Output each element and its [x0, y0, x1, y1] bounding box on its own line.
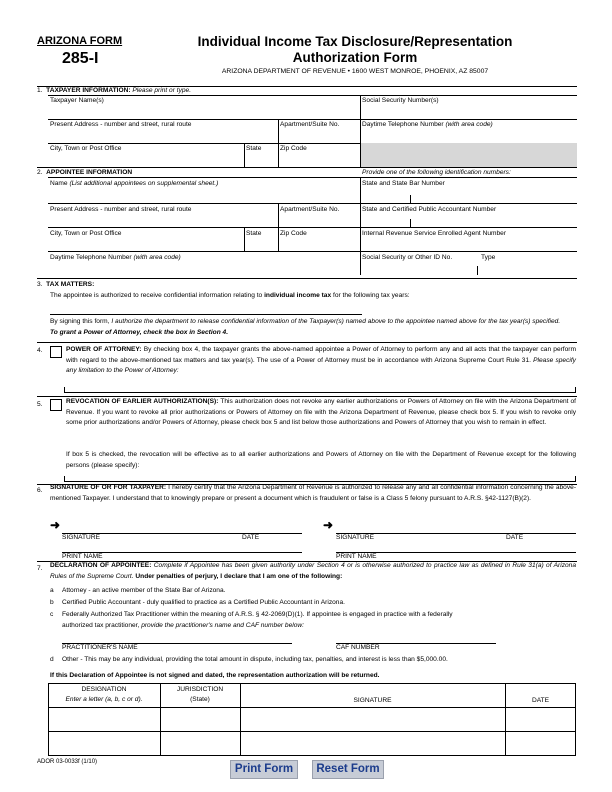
signature-header: SIGNATURE: [353, 697, 392, 704]
appointee-state-input[interactable]: [245, 239, 277, 251]
signature-label: SIGNATURE: [336, 534, 374, 541]
taxpayer-state-input[interactable]: [245, 154, 277, 166]
power-of-attorney-checkbox[interactable]: [50, 346, 62, 358]
appointee-ssn-input[interactable]: [361, 263, 476, 275]
taxpayer-phone-input[interactable]: [361, 130, 577, 142]
appointee-zip-input[interactable]: [279, 239, 359, 251]
revocation-text2: If box 5 is checked, the revocation will be effective as to all earlier authorizations and Powers of Attorney on file with the Department of Revenue except for the following persons (please specify):: [66, 451, 576, 469]
signature-label: SIGNATURE: [62, 534, 100, 541]
option-d-letter: d: [50, 656, 54, 663]
taxpayer-name-label: Taxpayer Name(s): [50, 97, 104, 104]
date-label: DATE: [242, 534, 260, 541]
taxpayer-city-label: City, Town or Post Office: [50, 145, 122, 152]
appointee-type-input[interactable]: [478, 263, 577, 275]
appointee-apt-input[interactable]: [279, 215, 359, 227]
appointee-city-label: City, Town or Post Office: [50, 230, 122, 237]
print-name-label: PRINT NAME: [336, 553, 377, 560]
power-of-attorney-text: POWER OF ATTORNEY: By checking box 4, the taxpayer grants the above-named appointee a Power of Attorney to perform any and all acts that the taxpayer can perform with regard to the above-mentioned tax matters and tax year(s). The use of a Power of Attorney must be in accordance with Arizona Supreme Court Rule 31. Please specify any limitation to the Power of Attorney:: [66, 346, 576, 375]
option-b-text: Certified Public Accountant - duly qualified to practice as a Certified Public Accountant in Arizona.: [62, 599, 345, 606]
poa-limitation-input[interactable]: [64, 382, 576, 392]
row1-designation-input[interactable]: [49, 708, 159, 730]
declaration-intro: DECLARATION OF APPOINTEE: Complete if Appointee has been given authority under Section 4 or is otherwise authorized to practice law as defined in Rule 31(a) of Arizona Rules of the Supreme Court. Under penalties of perjury, I declare that I am one of the following:: [50, 562, 576, 580]
taxpayer-apt-input[interactable]: [279, 130, 359, 142]
appointee-type-label: Type: [481, 254, 496, 261]
appointee-apt-label: Apartment/Suite No.: [280, 206, 340, 213]
form-title-line2: Authorization Form: [292, 50, 418, 65]
row2-date-input[interactable]: [506, 732, 575, 755]
print-form-button[interactable]: Print Form: [230, 760, 298, 779]
taxpayer-name-input[interactable]: [48, 106, 360, 119]
row2-signature-input[interactable]: [241, 732, 504, 755]
practitioner-name-label: PRACTITIONER'S NAME: [62, 644, 138, 651]
option-c-letter: c: [50, 611, 54, 618]
signature-declaration: SIGNATURE OF OR FOR TAXPAYER: I hereby certify that the Arizona Department of Revenue is authorized to release any and all confidential information concerning the above-mentioned Taxpayer. I understand that to knowingly prepare or present a document which is fraudulent or false is a Class 5 felony pursuant to A.R.S. §42-1127(B)(2).: [50, 484, 577, 502]
print-name-label: PRINT NAME: [62, 553, 103, 560]
jurisdiction-note: (State): [190, 696, 210, 703]
taxpayer2-signature-input[interactable]: [336, 522, 576, 533]
taxpayer-zip-label: Zip Code: [280, 145, 307, 152]
row1-date-input[interactable]: [506, 708, 575, 730]
row1-signature-input[interactable]: [241, 708, 504, 730]
arrow-icon: ➜: [323, 518, 334, 532]
appointee-irs-input[interactable]: [361, 239, 577, 251]
caf-number-label: CAF NUMBER: [336, 644, 380, 651]
taxpayer-phone-label: Daytime Telephone Number (with area code): [362, 121, 493, 128]
option-c-text: Federally Authorized Tax Practitioner within the meaning of A.R.S. § 42-2069(D)(1). If appointee is engaged in practice with a federally: [62, 611, 453, 618]
option-a-letter: a: [50, 587, 54, 594]
appointee-phone-label: Daytime Telephone Number (with area code): [50, 254, 181, 261]
taxpayer1-print-name-input[interactable]: [62, 541, 302, 551]
taxpayer-state-label: State: [246, 145, 262, 152]
declaration-warning: If this Declaration of Appointee is not signed and dated, the representation authorization will be returned.: [50, 672, 380, 679]
appointee-phone-input[interactable]: [48, 263, 360, 275]
form-label: ARIZONA FORM: [37, 35, 123, 47]
taxpayer-zip-input[interactable]: [279, 154, 359, 166]
section6-num: 6.: [37, 487, 43, 494]
taxpayer-ssn-label: Social Security Number(s): [362, 97, 439, 104]
revocation-checkbox[interactable]: [50, 399, 62, 411]
reset-form-button[interactable]: Reset Form: [312, 760, 384, 779]
date-label: DATE: [506, 534, 524, 541]
appointee-bar-input[interactable]: [361, 190, 577, 203]
appointee-city-input[interactable]: [48, 239, 243, 251]
tax-matters-text: The appointee is authorized to receive confidential information relating to individual income tax for the following tax years:: [50, 292, 410, 299]
row1-jurisdiction-input[interactable]: [161, 708, 239, 730]
caf-number-input[interactable]: [336, 633, 496, 643]
form-title-line1: Individual Income Tax Disclosure/Representation: [197, 34, 513, 49]
option-a-text: Attorney - an active member of the State Bar of Arizona.: [62, 587, 226, 594]
id-note: Provide one of the following identification numbers:: [362, 169, 511, 176]
tax-years-input[interactable]: [50, 303, 362, 314]
appointee-cpa-input[interactable]: [361, 215, 577, 227]
appointee-cpa-label: State and Certified Public Accountant Number: [362, 206, 497, 213]
taxpayer-ssn-input[interactable]: [361, 106, 577, 119]
agency-address: ARIZONA DEPARTMENT OF REVENUE • 1600 WEST MONROE, PHOENIX, AZ 85007: [221, 68, 489, 75]
taxpayer-address-label: Present Address - number and street, rural route: [50, 121, 192, 128]
authorization-text: By signing this form, I authorize the department to release confidential information of the Taxpayer(s) named above to the appointee named above for the tax year(s) specified. To grant a Power of Attorney, check the box in Section 4.: [50, 318, 561, 336]
taxpayer2-print-name-input[interactable]: [336, 541, 576, 551]
appointee-name-input[interactable]: [48, 190, 360, 203]
practitioner-name-input[interactable]: [62, 633, 292, 643]
taxpayer-city-input[interactable]: [48, 154, 243, 166]
row2-designation-input[interactable]: [49, 732, 159, 755]
arrow-icon: ➜: [50, 518, 61, 532]
option-d-text: Other - This may be any individual, providing the total amount in dispute, including tax, penalties, and interest is less than $5,000.00.: [62, 656, 448, 663]
section4-num: 4.: [37, 347, 43, 354]
form-code: ADOR 03-0033f (1/10): [37, 759, 98, 765]
taxpayer-apt-label: Apartment/Suite No.: [280, 121, 340, 128]
appointee-name-label: Name (List additional appointees on supplemental sheet.): [50, 180, 219, 187]
appointee-ssn-label: Social Security or Other ID No.: [362, 254, 453, 261]
taxpayer-address-input[interactable]: [48, 130, 278, 142]
designation-header: DESIGNATION: [81, 686, 127, 693]
date-header: DATE: [531, 697, 550, 704]
jurisdiction-header: JURISDICTION: [176, 686, 224, 693]
designation-note: Enter a letter (a, b, c or d).: [65, 696, 143, 703]
revocation-text: REVOCATION OF EARLIER AUTHORIZATION(S): This authorization does not revoke any earlier authorizations or Powers of Attorney on file with the Arizona Department of Revenue. If you want to revoke all prior authorizations or Powers of Attorney on file with the Arizona Department of Revenue, please check box 5. If you wish to revoke only some prior authorizations and/or Powers of Attorney, please check box 5 and list below those authorizations and Powers of Attorney that you wish to remain in effect.: [66, 398, 577, 427]
section3-heading: 3. TAX MATTERS:: [37, 281, 95, 288]
appointee-address-label: Present Address - number and street, rural route: [50, 206, 192, 213]
appointee-bar-label: State and State Bar Number: [362, 180, 445, 187]
option-b-letter: b: [50, 599, 54, 606]
appointee-irs-label: Internal Revenue Service Enrolled Agent Number: [362, 230, 507, 237]
row2-jurisdiction-input[interactable]: [161, 732, 239, 755]
section2-heading: 2. APPOINTEE INFORMATION: [37, 169, 133, 176]
section5-num: 5.: [37, 401, 43, 408]
shaded-box: [361, 143, 577, 167]
appointee-zip-label: Zip Code: [280, 230, 307, 237]
form-number: 285-I: [62, 50, 99, 67]
option-c-text2: authorized tax practitioner, provide the practitioner's name and CAF number below:: [62, 622, 304, 629]
section1-heading: 1. TAXPAYER INFORMATION: Please print or type.: [37, 87, 192, 94]
section7-num: 7.: [37, 565, 43, 572]
appointee-address-input[interactable]: [48, 215, 278, 227]
appointee-state-label: State: [246, 230, 262, 237]
taxpayer1-signature-input[interactable]: [62, 522, 302, 533]
